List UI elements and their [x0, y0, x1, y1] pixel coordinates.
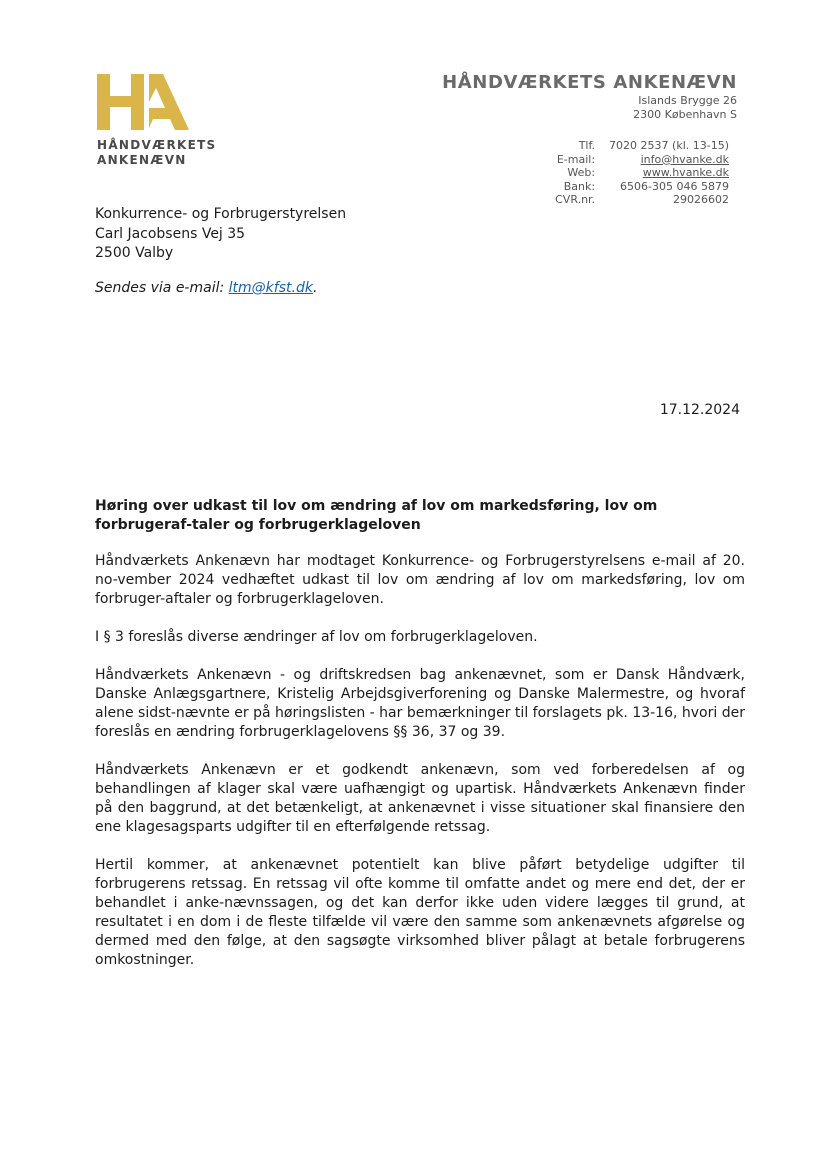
contact-value	[609, 153, 729, 167]
contact-row-web	[555, 166, 729, 180]
letter-body	[95, 552, 745, 989]
address-line-1: Islands Brygge 26	[638, 94, 737, 107]
paragraph: Hertil kommer, at ankenævnet potentielt kan blive påført betydelige udgifter til forbrugerens retssag. En retssag vil ofte komme til omfatte andet og mere end det, der er behandlet i anke-nævnssagen, og det kan derfor ikke uden videre lægges til grund, at resultatet i en dom i de fleste tilfælde vil være den samme som ankenævnets afgørelse og dermed med den følge, at den sagsøgte virksomhed bliver pålagt at betale forbrugerens omkostninger.	[95, 857, 745, 968]
paragraph: Håndværkets Ankenævn har modtaget Konkurrence- og Forbrugerstyrelsens e-mail af 20. no-vember 2024 vedhæftet udkast til lov om ændring af lov om markedsføring, lov om forbruger-aftaler og forbrugerklageloven.	[95, 553, 745, 607]
contact-label: Web:	[567, 166, 596, 179]
contact-label: Tlf.	[578, 139, 596, 152]
logo-text-line-2: ANKENÆVN	[97, 153, 187, 167]
paragraph: Håndværkets Ankenævn er et godkendt ankenævn, som ved forberedelsen af og behandlingen af klager skal være uafhængigt og upartisk. Håndværkets Ankenævn finder på den baggrund, at det betænkeligt, at ankenævnet i visse situationer skal finansiere den ene klagesagsparts udgifter til en efterfølgende retssag.	[95, 762, 745, 835]
ha-logo-icon	[97, 74, 189, 130]
recipient-address	[95, 205, 346, 264]
letter-date: 17.12.2024	[659, 402, 740, 418]
contact-value: 29026602	[673, 193, 729, 206]
recipient-line: 2500 Valby	[95, 245, 174, 261]
email-link[interactable]: info@hvanke.dk	[640, 152, 729, 166]
organization-address	[442, 94, 737, 122]
paragraph: I § 3 foreslås diverse ændringer af lov om forbrugerklageloven.	[95, 629, 538, 645]
organization-block	[442, 72, 737, 122]
recipient-line: Carl Jacobsens Vej 35	[95, 225, 246, 242]
logo-text	[97, 138, 217, 168]
letter-subject: Høring over udkast til lov om ændring af lov om markedsføring, lov om forbrugeraf-taler og forbrugerklageloven	[95, 498, 658, 533]
contact-value: 7020 2537 (kl. 13-15)	[609, 139, 729, 152]
web-link[interactable]: www.hvanke.dk	[642, 166, 729, 179]
recipient-line: Konkurrence- og Forbrugerstyrelsen	[95, 206, 347, 222]
via-suffix: .	[312, 280, 318, 296]
logo	[97, 74, 217, 168]
send-via-email	[95, 280, 317, 296]
contact-label: Bank:	[563, 179, 596, 193]
contact-value	[609, 166, 729, 180]
contact-table	[555, 139, 729, 207]
contact-label: CVR.nr.	[555, 193, 596, 206]
via-label: Sendes via e-mail:	[95, 280, 229, 296]
organization-name: HÅNDVÆRKETS ANKENÆVN	[442, 72, 737, 93]
recipient-email-link[interactable]: ltm@kfst.dk	[228, 280, 313, 296]
contact-label: E-mail:	[556, 152, 596, 166]
contact-row-phone	[555, 139, 729, 153]
contact-row-email	[555, 153, 729, 167]
address-line-2: 2300 København S	[633, 108, 737, 121]
logo-text-line-1: HÅNDVÆRKETS	[97, 138, 217, 152]
contact-value: 6506-305 046 5879	[620, 179, 729, 193]
paragraph: Håndværkets Ankenævn - og driftskredsen bag ankenævnet, som er Dansk Håndværk, Danske Anlægsgartnere, Kristelig Arbejdsgiverforening og Danske Malermestre, og hvoraf alene sidst-nævnte er på høringslisten - har bemærkninger til forslagets pk. 13-16, hvori der foreslås en ændring forbrugerklagelovens §§ 36, 37 og 39.	[95, 667, 745, 740]
contact-row-bank	[555, 180, 729, 194]
contact-row-cvr	[555, 193, 729, 207]
